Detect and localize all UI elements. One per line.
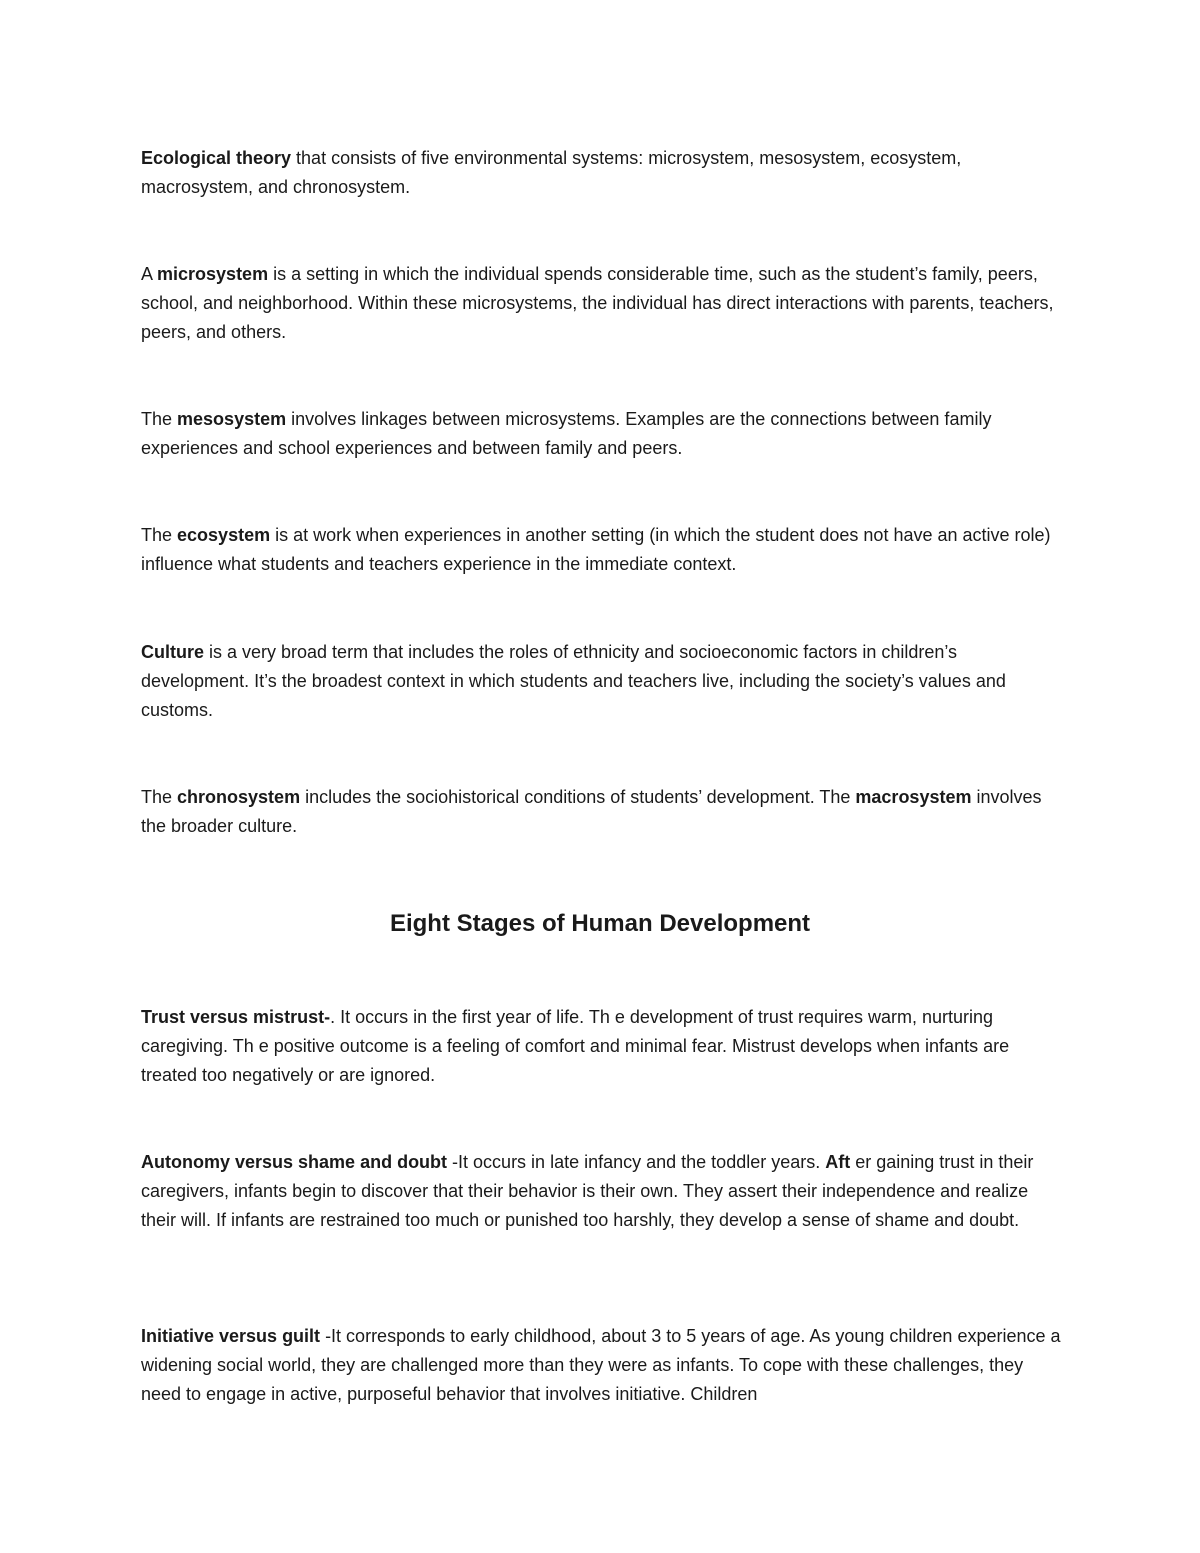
term-aft: Aft [825,1152,851,1172]
paragraph-trust-versus-mistrust [141,1003,1066,1090]
paragraph-text: is a setting in which the individual spends considerable time, such as the student’s family, peers, school, and neighborhood. Within these microsystems, the individual has direct interactions with parents, teachers, peers, and others. [141,264,1054,342]
term-trust-versus-mistrust: Trust versus mistrust- [141,1007,331,1027]
paragraph-text-2: involves the broader culture. [141,787,1042,836]
paragraph-text: includes the sociohistorical conditions of students’ development. The [300,787,856,807]
paragraph-text: -It corresponds to early childhood, about 3 to 5 years of age. As young children experience a widening social world, they are challenged more than they were as infants. To cope with these challenges, they need to engage in active, purposeful behavior that involves initiative. Children [141,1326,1061,1404]
paragraph-text: . It occurs in the first year of life. Th e development of trust requires warm, nurturing caregiving. Th e positive outcome is a feeling of comfort and minimal fear. Mistrust develops when infants are treated too negatively or are ignored. [141,1007,1010,1085]
paragraph-mesosystem [141,405,1066,463]
paragraph-ecosystem [141,521,1066,579]
paragraph-lead: The [141,409,178,429]
paragraph-lead: A [141,264,158,284]
paragraph-text: that consists of five environmental systems: microsystem, mesosystem, ecosystem, macrosystem, and chronosystem. [141,148,962,197]
term-microsystem: microsystem [157,264,269,284]
paragraph-text: -It occurs in late infancy and the toddler years. [447,1152,826,1172]
paragraph-text: is at work when experiences in another setting (in which the student does not have an active role) influence what students and teachers experience in the immediate context. [141,525,1051,574]
paragraph-lead: The [141,787,178,807]
term-initiative-versus-guilt: Initiative versus guilt [141,1326,321,1346]
term-mesosystem: mesosystem [177,409,287,429]
paragraph-culture [141,638,1066,725]
term-autonomy-versus-shame: Autonomy versus shame and doubt [141,1152,448,1172]
paragraph-chronosystem [141,783,1066,841]
paragraph-text-2: er gaining trust in their caregivers, infants begin to discover that their behavior is their own. They assert their independence and realize their will. If infants are restrained too much or punished too harshly, they develop a sense of shame and doubt. [141,1152,1034,1230]
paragraph-text: is a very broad term that includes the roles of ethnicity and socioeconomic factors in children’s development. It’s the broadest context in which students and teachers live, including the society’s values and customs. [141,642,1006,720]
paragraph-lead: The [141,525,178,545]
paragraph-text: involves linkages between microsystems. Examples are the connections between family experiences and school experiences and between family and peers. [141,409,992,458]
term-chronosystem: chronosystem [177,787,301,807]
term-ecological-theory: Ecological theory [141,148,292,168]
paragraph-ecological-theory [141,144,1066,202]
term-ecosystem: ecosystem [177,525,271,545]
paragraph-microsystem [141,260,1066,347]
section-heading: Eight Stages of Human Development [389,910,811,937]
paragraph-initiative-versus-guilt [141,1322,1066,1409]
term-macrosystem: macrosystem [855,787,972,807]
term-culture: Culture [141,642,204,662]
paragraph-autonomy-versus-shame [141,1148,1066,1235]
